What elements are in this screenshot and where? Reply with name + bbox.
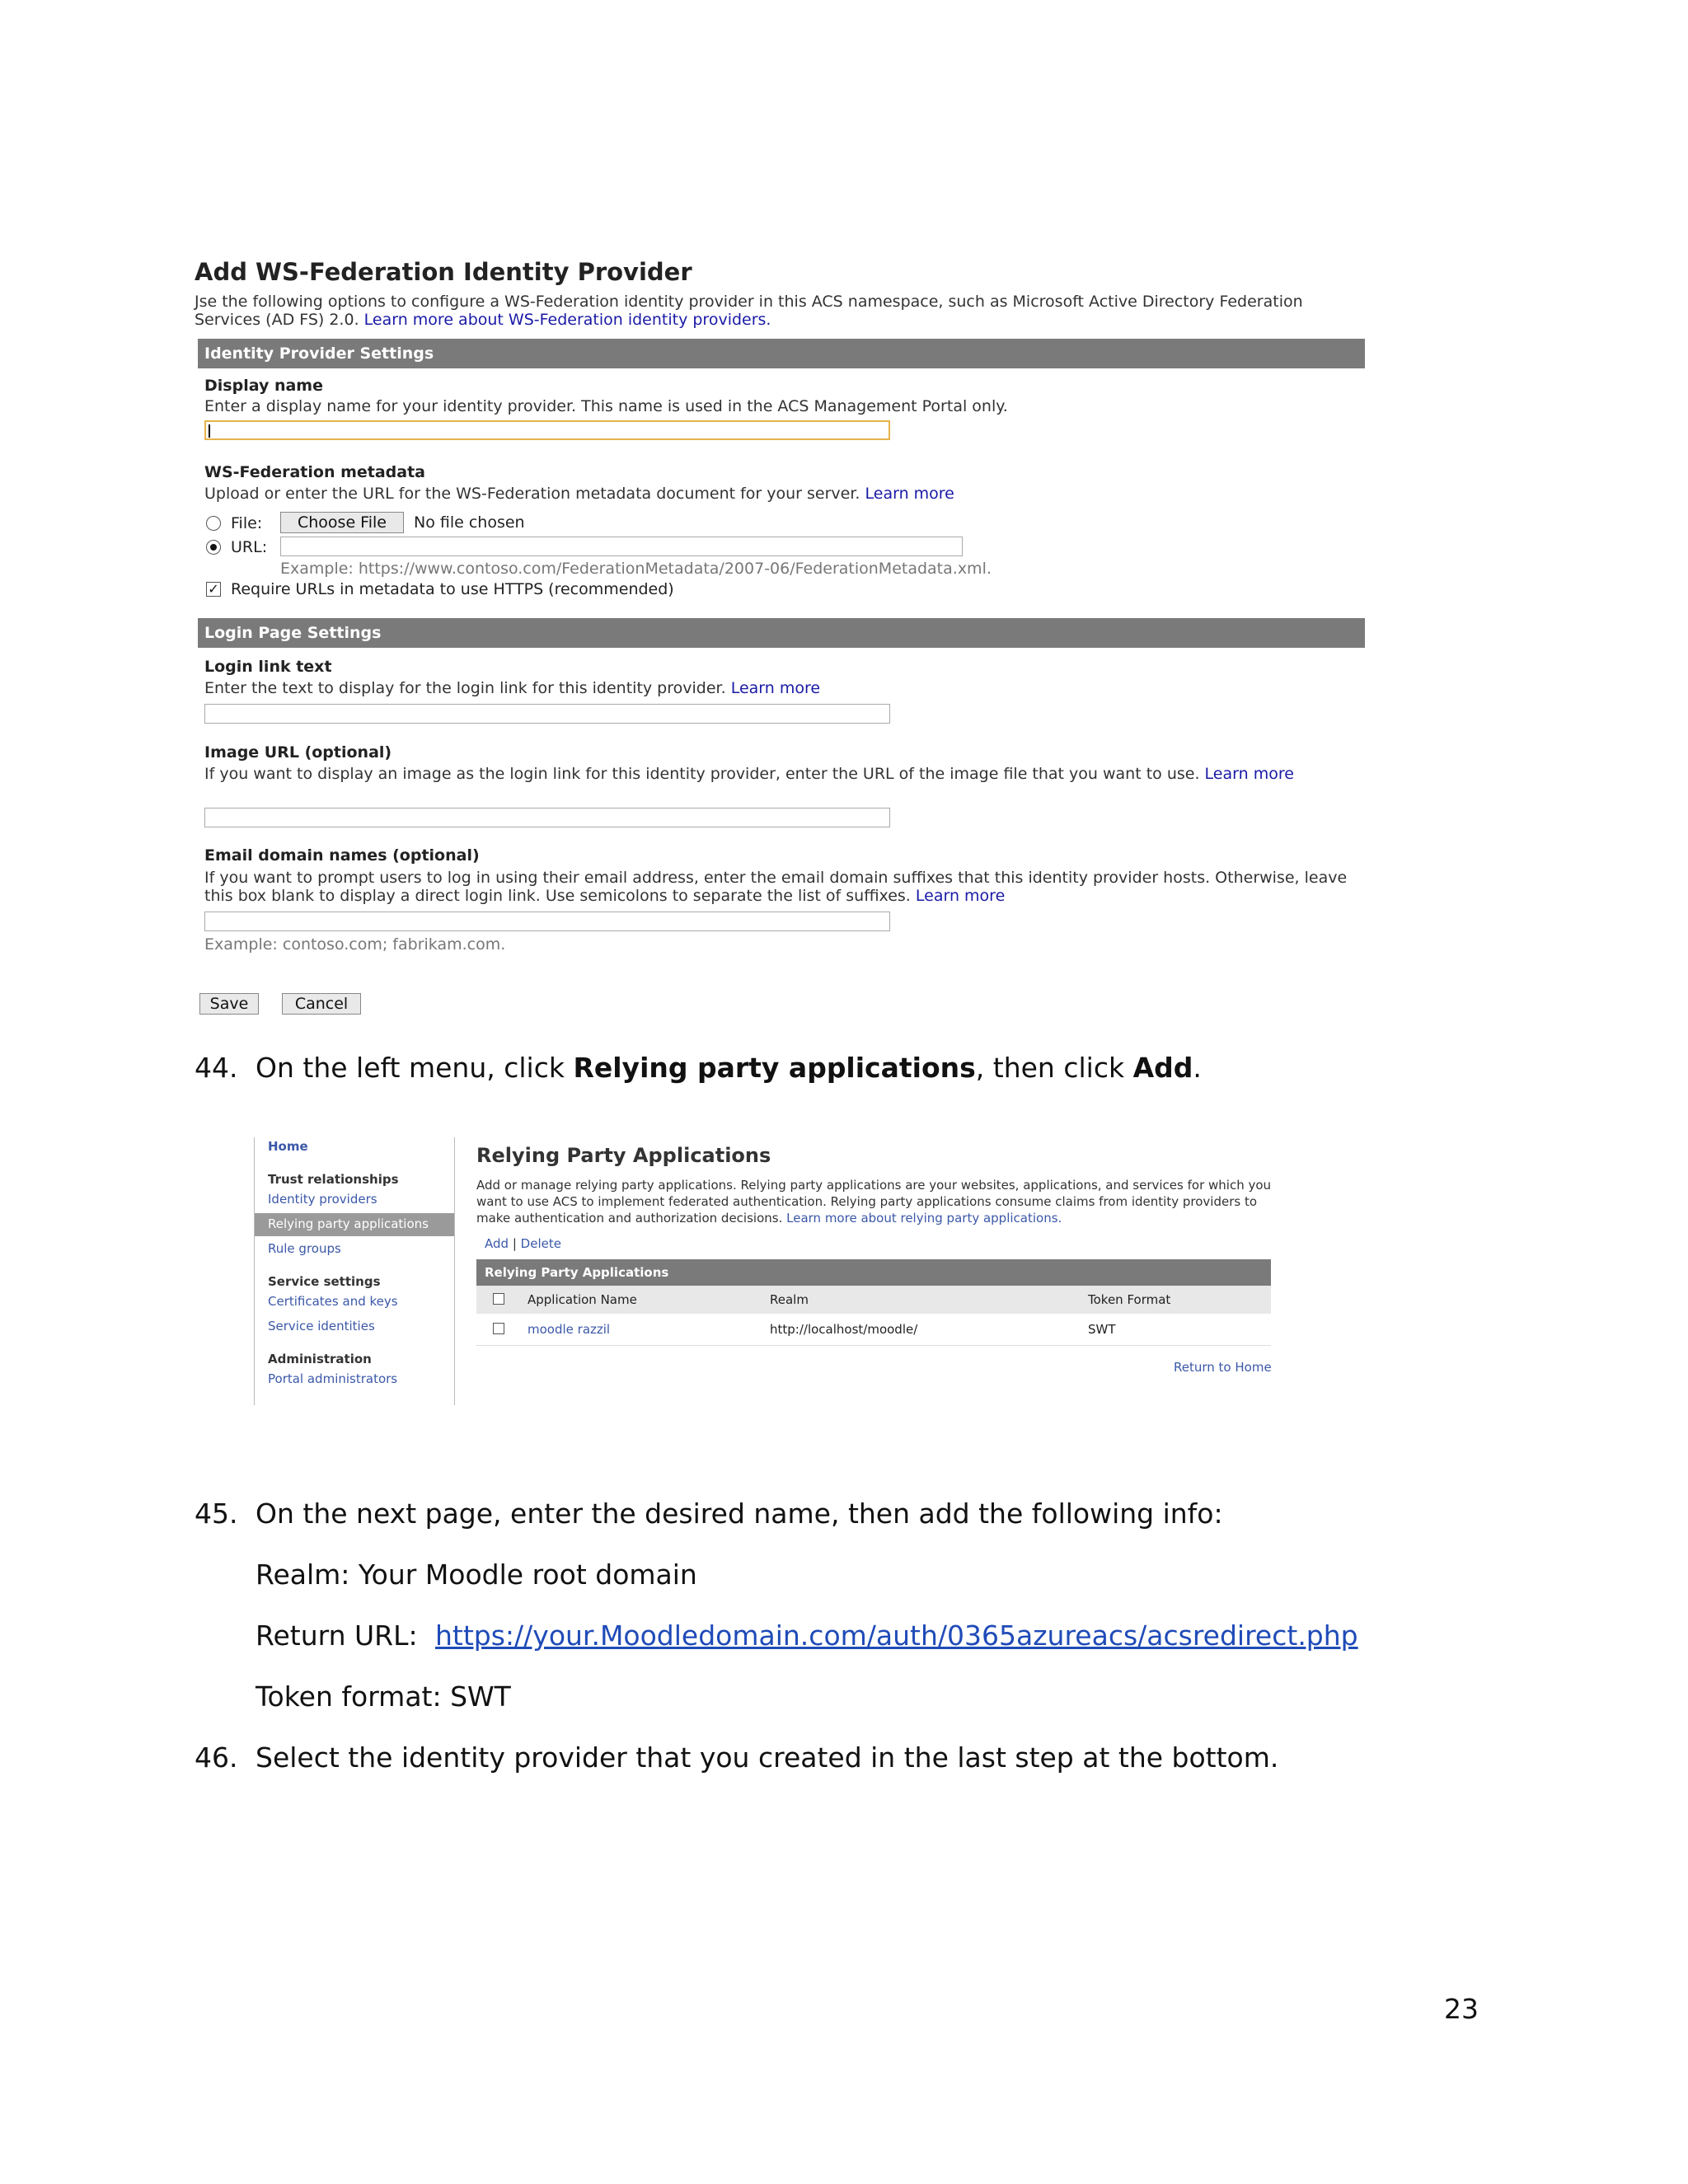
row-realm: http://localhost/moodle/ <box>770 1322 918 1337</box>
learn-more-ws-federation-link[interactable]: Learn more about WS-Federation identity providers. <box>363 311 771 329</box>
email-domain-names-label: Email domain names (optional) <box>204 846 480 865</box>
display-name-label: Display name <box>204 377 323 395</box>
cancel-button[interactable]: Cancel <box>282 993 361 1015</box>
realm-line: Realm: Your Moodle root domain <box>256 1558 697 1591</box>
save-button[interactable]: Save <box>199 993 259 1015</box>
row-application-name-link[interactable]: moodle razzil <box>528 1322 611 1337</box>
column-token-format: Token Format <box>1088 1292 1171 1307</box>
add-link[interactable]: Add <box>485 1236 509 1251</box>
email-domain-input[interactable] <box>204 912 890 931</box>
metadata-description: Upload or enter the URL for the WS-Federation metadata document for your server. Learn more <box>204 485 954 503</box>
file-radio[interactable] <box>206 516 221 531</box>
step-46-text: Select the identity provider that you created in the last step at the bottom. <box>256 1741 1279 1774</box>
relying-party-learn-more-link[interactable]: Learn more about relying party applications. <box>786 1211 1062 1226</box>
login-link-text-label: Login link text <box>204 658 332 676</box>
ws-federation-screenshot <box>195 251 1365 1026</box>
menu-service-identities[interactable]: Service identities <box>268 1319 375 1333</box>
relying-party-description: Add or manage relying party applications. Relying party applications are your websites, applications, and services for which you want to use ACS to implement federated authentication. Relying party applications consume claims from identity providers to make authentication and authorization decisions. Learn more about relying party applications. <box>476 1178 1272 1226</box>
menu-relying-party-applications[interactable]: Relying party applications <box>268 1216 429 1231</box>
table-column-headers <box>476 1286 1271 1314</box>
metadata-url-example: Example: https://www.contoso.com/FederationMetadata/2007-06/FederationMetadata.xml. <box>280 560 992 578</box>
image-url-input[interactable] <box>204 808 890 827</box>
relying-party-screenshot <box>254 1137 1279 1405</box>
display-name-description: Enter a display name for your identity provider. This name is used in the ACS Management Portal only. <box>204 397 1008 415</box>
step-45-number: 45. <box>195 1497 238 1530</box>
page-title: Add WS-Federation Identity Provider <box>195 258 692 286</box>
relying-party-table-header: Relying Party Applications <box>476 1259 1271 1286</box>
metadata-learn-more-link[interactable]: Learn more <box>865 485 954 503</box>
step-44-number: 44. <box>195 1052 238 1084</box>
text-caret <box>209 424 210 438</box>
return-url-label: Return URL: <box>256 1619 418 1652</box>
page-number: 23 <box>1444 1993 1479 2025</box>
row-checkbox[interactable] <box>493 1323 504 1334</box>
login-page-settings-header: Login Page Settings <box>198 618 1365 648</box>
column-realm: Realm <box>770 1292 809 1307</box>
return-url-link-line <box>435 1619 1358 1652</box>
step-45-text: On the next page, enter the desired name, then add the following info: <box>256 1497 1223 1530</box>
menu-administration-header: Administration <box>268 1352 372 1366</box>
token-format-line: Token format: SWT <box>256 1680 511 1713</box>
row-token-format: SWT <box>1088 1322 1116 1337</box>
url-radio[interactable] <box>206 540 221 555</box>
no-file-chosen-text: No file chosen <box>414 513 525 532</box>
email-domain-description: If you want to prompt users to log in using their email address, enter the email domain suffixes that this identity provider hosts. Otherwise, leave this box blank to display a direct login link. Use semicolons to separate the list of suffixes. Learn more <box>204 869 1348 905</box>
email-domain-learn-more-link[interactable]: Learn more <box>915 887 1006 905</box>
choose-file-button[interactable]: Choose File <box>280 512 404 533</box>
image-url-label: Image URL (optional) <box>204 743 392 762</box>
add-delete-links <box>485 1236 561 1251</box>
relying-party-title: Relying Party Applications <box>476 1144 771 1167</box>
menu-identity-providers[interactable]: Identity providers <box>268 1192 377 1207</box>
image-url-description: If you want to display an image as the login link for this identity provider, enter the URL of the image file that you want to use. Learn more <box>204 765 1294 783</box>
delete-link[interactable]: Delete <box>520 1236 561 1251</box>
login-link-description: Enter the text to display for the login link for this identity provider. Learn more <box>204 679 821 697</box>
menu-certificates-and-keys[interactable]: Certificates and keys <box>268 1294 398 1309</box>
image-url-learn-more-link[interactable]: Learn more <box>1204 765 1294 783</box>
identity-provider-settings-header: Identity Provider Settings <box>198 339 1365 368</box>
menu-home[interactable]: Home <box>268 1139 308 1154</box>
row-divider <box>476 1345 1271 1346</box>
select-all-checkbox[interactable] <box>493 1293 504 1305</box>
display-name-input[interactable] <box>204 420 890 440</box>
return-url-link[interactable]: https://your.Moodledomain.com/auth/0365azureacs/acsredirect.php <box>435 1619 1358 1652</box>
menu-service-settings-header: Service settings <box>268 1274 381 1289</box>
require-https-label: Require URLs in metadata to use HTTPS (recommended) <box>231 580 674 598</box>
step-46-number: 46. <box>195 1741 238 1774</box>
email-domain-example: Example: contoso.com; fabrikam.com. <box>204 935 506 954</box>
link-separator: | <box>512 1236 517 1251</box>
menu-portal-administrators[interactable]: Portal administrators <box>268 1371 398 1386</box>
step-44-bold-add: Add <box>1132 1052 1193 1084</box>
metadata-url-input[interactable] <box>280 537 963 556</box>
require-https-checkbox[interactable]: ✓ <box>206 582 221 597</box>
intro-text: Jse the following options to configure a WS-Federation identity provider in this ACS namespace, such as Microsoft Active Directory Federation Services (AD FS) 2.0. Learn more about WS-Federation identity providers. <box>195 293 1303 329</box>
login-link-text-input[interactable] <box>204 704 890 724</box>
url-label: URL: <box>231 538 268 556</box>
left-menu <box>254 1137 455 1405</box>
step-44-bold-relying: Relying party applications <box>573 1052 976 1084</box>
step-44-text: On the left menu, click Relying party applications, then click Add. <box>256 1052 1202 1084</box>
login-link-learn-more-link[interactable]: Learn more <box>730 679 821 697</box>
column-application-name: Application Name <box>528 1292 637 1307</box>
menu-trust-relationships-header: Trust relationships <box>268 1172 399 1187</box>
menu-rule-groups[interactable]: Rule groups <box>268 1241 341 1256</box>
ws-federation-metadata-label: WS-Federation metadata <box>204 463 426 481</box>
return-to-home-link[interactable]: Return to Home <box>1174 1360 1272 1375</box>
file-label: File: <box>231 514 263 532</box>
